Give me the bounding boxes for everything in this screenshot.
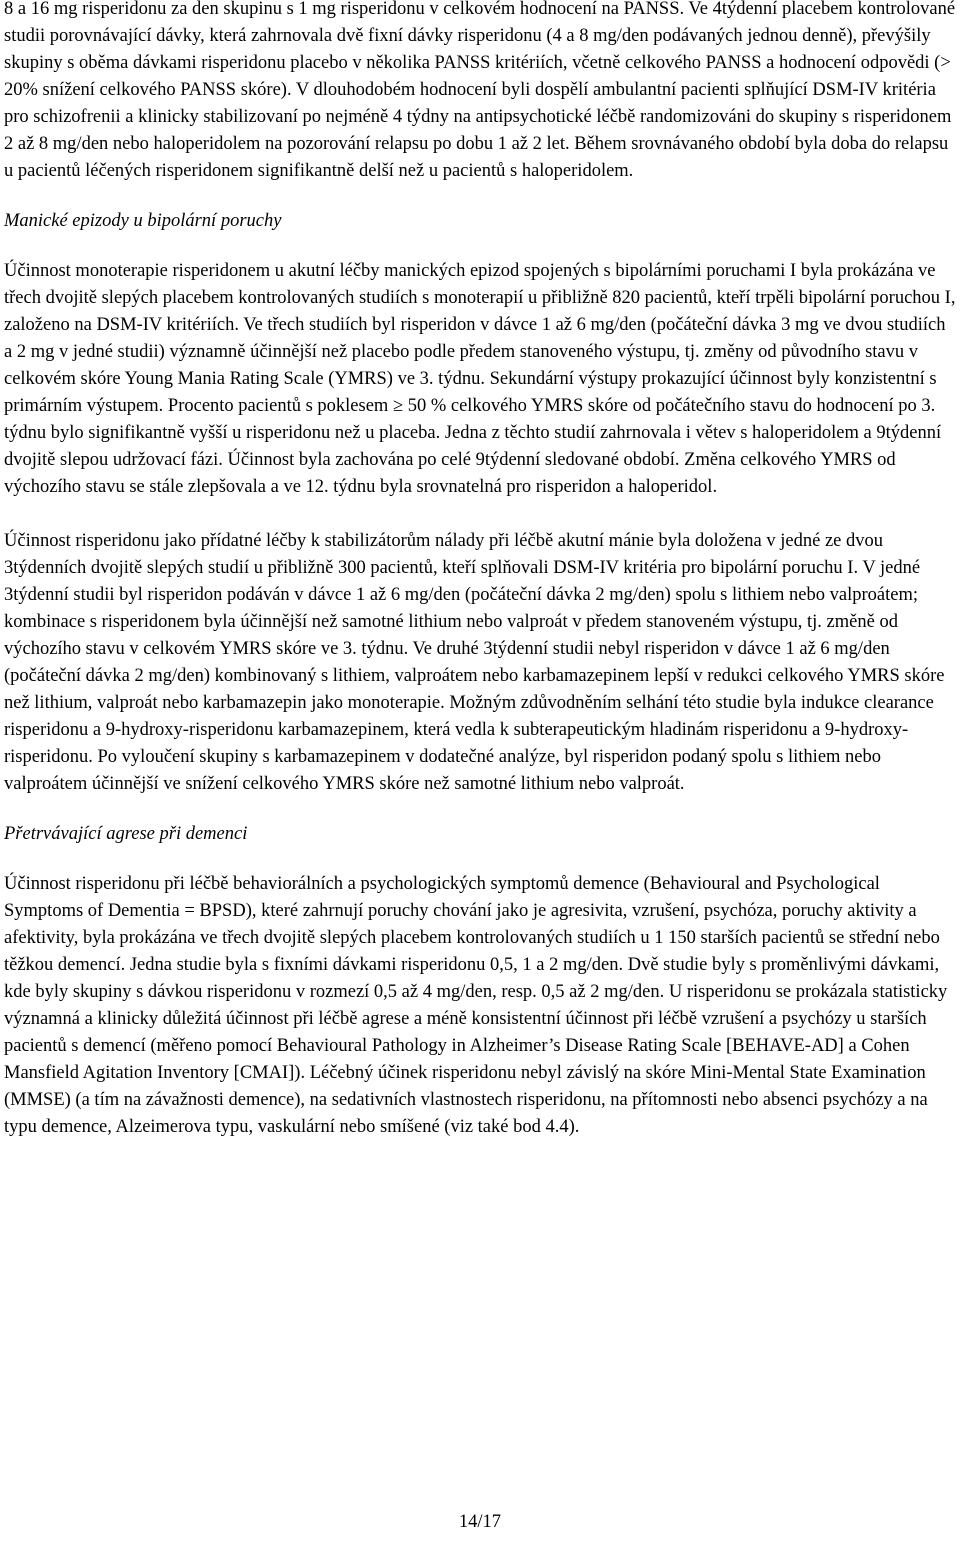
paragraph-adjunctive-therapy: Účinnost risperidonu jako přídatné léčby k stabilizátorům nálady při léčbě akutní mánie byla doložena v jedné ze dvou 3týdenních dvojitě slepých studií u přibližně 300 pacientů, kteří splňovali DSM-IV kritéria pro bipolární poruchu I. V jedné 3týdenní studii byl risperidon podáván v dávce 1 až 6 mg/den (počáteční dávka 2 mg/den) spolu s lithiem nebo valproátem; kombinace s risperidonem byla účinnější než samotné lithium nebo valproát v předem stanoveném výstupu, tj. změně od výchozího stavu v celkovém YMRS skóre ve 3. týdnu. Ve druhé 3týdenní studii nebyl risperidon v dávce 1 až 6 mg/den (počáteční dávka 2 mg/den) kombinovaný s lithiem, valproátem nebo karbamazepinem lepší v redukci celkového YMRS skóre než lithium, valproát nebo karbamazepin jako monoterapie. Možným zdůvodněním selhání této studie byla indukce clearance risperidonu a 9-hydroxy-risperidonu karbamazepinem, která vedla k subterapeutickým hladinám risperidonu a 9-hydroxy-risperidonu. Po vyloučení skupiny s karbamazepinem v dodatečné analýze, byl risperidon podaný spolu s lithiem nebo valproátem účinnější ve snížení celkového YMRS skóre než samotné lithium nebo valproát. [4, 531, 945, 794]
page-number: 14/17 [458, 1512, 502, 1532]
paragraph-bpsd-efficacy: Účinnost risperidonu při léčbě behaviorálních a psychologických symptomů demence (Behavioural and Psychological Symptoms of Dementia = BPSD), které zahrnují poruchy chování jako je agresivita, vzrušení, psychóza, poruchy aktivity a afektivity, byla prokázána ve třech dvojitě slepých placebem kontrolovaných studiích u 1 150 starších pacientů se střední nebo těžkou demencí. Jedna studie byla s fixními dávkami risperidonu 0,5, 1 a 2 mg/den. Dvě studie byly s proměnlivými dávkami, kde byly skupiny s dávkou risperidonu v rozmezí 0,5 až 4 mg/den, resp. 0,5 až 2 mg/den. U risperidonu se prokázala statisticky významná a klinicky důležitá účinnost při léčbě agrese a méně konsistentní účinnost při léčbě vzrušení a psychózy u starších pacientů s demencí (měřeno pomocí Behavioural Pathology in Alzheimer’s Disease Rating Scale [BEHAVE-AD] a Cohen Mansfield Agitation Inventory [CMAI]). Léčebný účinek risperidonu nebyl závislý na skóre Mini-Mental State Examination (MMSE) (a tím na závažnosti demence), na sedativních vlastnostech risperidonu, na přítomnosti nebo absenci psychózy a na typu demence, Alzeimerova typu, vaskulární nebo smíšené (viz také bod 4.4). [4, 874, 948, 1137]
paragraph-monotherapy-efficacy: Účinnost monoterapie risperidonem u akutní léčby manických epizod spojených s bipolárními poruchami I byla prokázána ve třech dvojitě slepých placebem kontrolovaných studiích s monoterapií u přibližně 820 pacientů, kteří trpěli bipolární poruchou I, založeno na DSM-IV kritériích. Ve třech studiích byl risperidon v dávce 1 až 6 mg/den (počáteční dávka 3 mg ve dvou studiích a 2 mg v jedné studii) významně účinnější než placebo podle předem stanoveného výstupu, tj. změny od původního stavu v celkovém skóre Young Mania Rating Scale (YMRS) ve 3. týdnu. Sekundární výstupy prokazující účinnost byly konzistentní s primárním výstupem. Procento pacientů s poklesem ≥ 50 % celkového YMRS skóre od počátečního stavu do hodnocení po 3. týdnu bylo signifikantně vyšší u risperidonu než u placeba. Jedna z těchto studií zahrnovala i větev s haloperidolem a 9týdenní dvojitě slepou udržovací fázi. Účinnost byla zachována po celé 9týdenní sledované období. Změna celkového YMRS od výchozího stavu se stále zlepšovala a ve 12. týdnu byla srovnatelná pro risperidon a haloperidol. [4, 261, 956, 497]
spacer [4, 848, 956, 871]
spacer [4, 501, 956, 528]
document-page [4, 0, 956, 1141]
spacer [4, 235, 956, 258]
section-heading-bipolar-mania: Manické epizody u bipolární poruchy [4, 211, 282, 231]
paragraph-schizophrenia-studies: 8 a 16 mg risperidonu za den skupinu s 1 mg risperidonu v celkovém hodnocení na PANSS. Ve 4týdenní placebem kontrolované studii porovnávající dávky, která zahrnovala dvě fixní dávky risperidonu (4 a 8 mg/den podávaných jednou denně), převýšily skupiny s oběma dávkami risperidonu placebo v několika PANSS kritériích, včetně celkového PANSS a hodnocení odpovědi (> 20% snížení celkového PANSS skóre). V dlouhodobém hodnocení byli dospělí ambulantní pacienti splňující DSM-IV kritéria pro schizofrenii a klinicky stabilizovaní po nejméně 4 týdny na antipsychotické léčbě randomizováni do skupiny s risperidonem 2 až 8 mg/den nebo haloperidolem na pozorování relapsu po dobu 1 až 2 let. Během srovnávaného období byla doba do relapsu u pacientů léčených risperidonem signifikantně delší než u pacientů s haloperidolem. [4, 0, 956, 181]
section-heading-dementia-aggression: Přetrvávající agrese při demenci [4, 824, 248, 844]
spacer [4, 185, 956, 208]
spacer [4, 798, 956, 821]
